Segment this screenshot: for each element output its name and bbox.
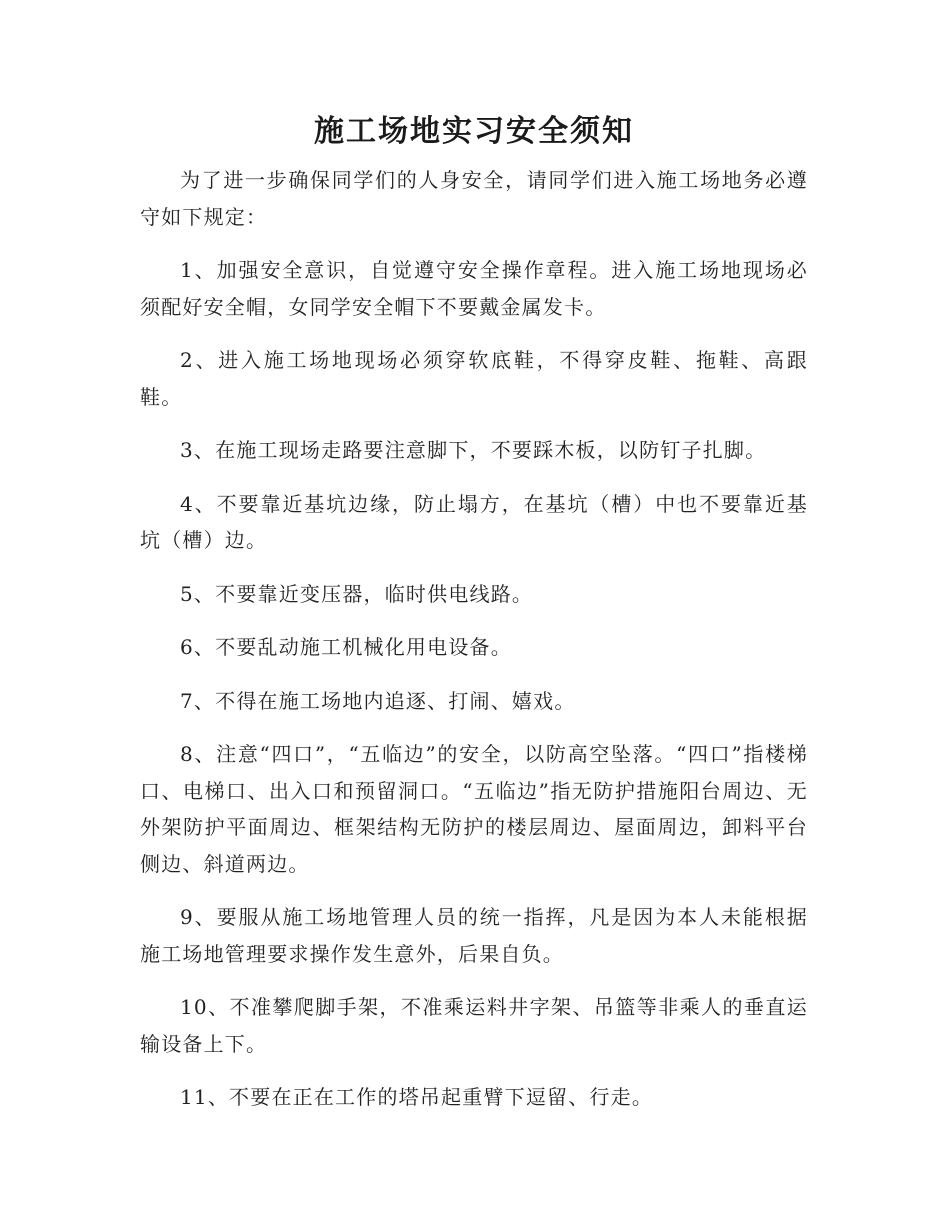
rule-4-paragraph: 4、不要靠近基坑边缘，防止塌方，在基坑（槽）中也不要靠近基坑（槽）边。 [140,491,808,552]
rule-3-paragraph: 3、在施工现场走路要注意脚下，不要踩木板，以防钉子扎脚。 [180,438,767,462]
rule-7-paragraph: 7、不得在施工场地内追逐、打闹、嬉戏。 [180,688,576,713]
rule-11-paragraph: 11、不要在正在工作的塔吊起重臂下逗留、行走。 [180,1085,654,1109]
rule-9-paragraph: 9、要服从施工场地管理人员的统一指挥，凡是因为本人未能根据施工场地管理要求操作发生意外，后果自负。 [140,905,808,966]
rule-1-paragraph: 1、加强安全意识，自觉遵守安全操作章程。进入施工场地现场必须配好安全帽，女同学安全帽下不要戴金属发卡。 [140,258,808,319]
document-title: 施工场地实习安全须知 [314,114,634,149]
intro-paragraph: 为了进一步确保同学们的人身安全，请同学们进入施工场地务必遵守如下规定： [140,168,808,229]
rule-10-paragraph: 10、不准攀爬脚手架，不准乘运料井字架、吊篮等非乘人的垂直运输设备上下。 [140,995,808,1056]
rule-6-paragraph: 6、不要乱动施工机械化用电设备。 [180,635,512,659]
rule-5-paragraph: 5、不要靠近变压器，临时供电线路。 [180,581,534,606]
rule-8-paragraph: 8、注意“四口”，“五临边”的安全，以防高空坠落。“四口”指楼梯口、电梯口、出入口和预留洞口。“五临边”指无防护措施阳台周边、无外架防护平面周边、框架结构无防护的楼层周边、屋面周边，卸料平台侧边、斜道两边。 [140,742,808,876]
rule-2-paragraph: 2、进入施工场地现场必须穿软底鞋，不得穿皮鞋、拖鞋、高跟鞋。 [140,348,808,409]
document-page [140,108,808,1133]
